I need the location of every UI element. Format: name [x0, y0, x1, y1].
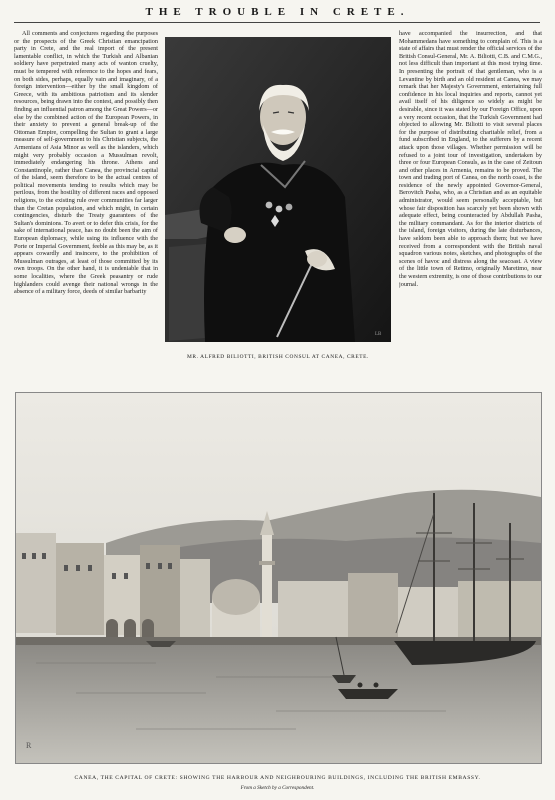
- article-column-right: have accompanied the insurrection, and that Mohammedans have something to complain of. This is a state of affairs that must render the official services of the British Consul-General, Mr. A. Biliotti, C.B. and C.M.G., not less difficult than important at this most trying time. In presenting the portrait of that gentleman, who is a Levantine by birth and an old resident at Canea, we may remark that her Majesty's Government, entertaining full confidence in his local inquiries and reports, cannot yet avail itself of his diligence so widely as might be desirable, since it was stated by our Foreign Office, upon a very recent occasion, that the Turkish Government had objected to allowing Mr. Biliotti to visit several places for the purpose of distributing charitable relief, from a fund subscribed in England, to the sufferers by a recent attack upon those villages. Whether permission will be refused to a joint tour of investigation, undertaken by three or four European Consuls, as in the case of Zeitoun and other places in Armenia, remains to be proved. The town and trading port of Canea, on the north coast, is the residence of the newly appointed Governor-General, Berovitch Pasha, who, as a Christian and as an equitable administrator, would seem personally acceptable, but whose fair disposition has scarcely yet been shown with adequate effect, being counteracted by Abdullah Pasha, the military commandant. As for the interior districts of the island, foreign visitors, during the late disturbances, have seldom been able to approach them; but we have received from a correspondent with the British naval squadron various notes, sketches, and photographs of the scenes of havoc and distress along the seacoast. A view of the little town of Retimo, originally Maretimo, near the western extremity, is one of those contributions to our journal.: [399, 30, 542, 288]
- harbour-credit: From a Sketch by a Correspondent.: [240, 785, 315, 791]
- article-column-left: All comments and conjectures regarding the purposes or the prospects of the Greek Christian emancipation party in Crete, and the real import of the present lamentable conflict, in which the Turkish and Albanian soldiery have perpetrated many acts of wanton cruelty, must be tempered with reference to the hopes and fears, on both sides, perhaps, equally vain and imaginary, of a foreign intervention—either by the small kingdom of Greece, with its ambitious patriotism and its slender resources, being drawn into the contest, and possibly then finding an influential patron among the Great Powers—or else by the combined action of the European Powers, in their anxiety to prevent a general break-up of the Ottoman Empire, compelling the Sultan to grant a large measure of self-government to his Christian subjects, the Armenians of Asia Minor as well as the islanders, which might very probably occasion a Mussulman revolt, immediately endangering his throne. Athens and Constantinople, rather than Canea, the provincial capital of the island, seem therefore to be the actual centres of political movements tending to results which may be perilous, from the hostility of different races and opposed religions, to the existing rule over communities far larger than the Cretan population, and which might, in certain contingencies, disturb the Treaty guarantees of the Sultan's dominions. To avert or to defer this crisis, for the sake of international peace, has no doubt been the aim of European diplomacy, while using its influence with the Porte or Imperial Government, feeble as this may be, as it appears cowardly and insincere, to the prohibition of Mussulman outrages, at least of those committed by its own troops. On the other hand, it is undeniable that in some localities, where the Greek peasantry or rude highlanders could avenge their national wrongs in the absence of a military force, deeds of similar barbarity: [14, 30, 158, 296]
- harbour-illustration: [16, 393, 541, 763]
- portrait-illustration: [165, 37, 391, 342]
- svg-text:R: R: [26, 741, 32, 750]
- svg-text:LB: LB: [375, 332, 382, 337]
- portrait-caption: MR. ALFRED BILIOTTI, BRITISH CONSUL AT CANEA, CRETE.: [187, 354, 369, 360]
- page-title: THE TROUBLE IN CRETE.: [145, 6, 410, 18]
- title-rule: [14, 22, 540, 23]
- harbour-engraving: [15, 392, 542, 764]
- portrait-engraving: [165, 37, 391, 342]
- harbour-caption: CANEA, THE CAPITAL OF CRETE: SHOWING THE HARBOUR AND NEIGHBOURING BUILDINGS, INCLUDING THE BRITISH EMBASSY.: [74, 775, 481, 781]
